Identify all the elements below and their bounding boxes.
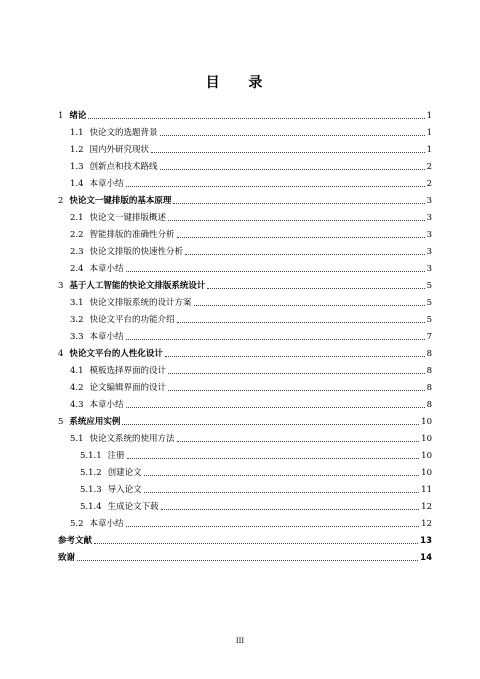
toc-entry-title: 本章小结 [89, 264, 124, 274]
toc-entry-page: 2 [426, 179, 432, 189]
toc-entry[interactable] [58, 308, 432, 325]
dot-leader [168, 372, 425, 374]
toc-entry-page: 12 [421, 519, 432, 529]
dot-leader [173, 202, 424, 204]
toc-entry-number: 4.3 [70, 400, 84, 410]
toc-entry-title: 绪论 [69, 111, 87, 121]
toc-entry[interactable] [58, 495, 432, 512]
toc-entry-page: 5 [426, 281, 432, 291]
toc-entry-number: 2.4 [70, 264, 84, 274]
dot-leader [122, 423, 419, 425]
dot-leader [126, 270, 425, 272]
toc-entry-number: 2.2 [70, 230, 84, 240]
dot-leader [151, 151, 425, 153]
toc-entry[interactable] [58, 274, 432, 291]
toc-entry-number: 5.2 [70, 519, 84, 529]
toc-entry[interactable] [58, 444, 432, 461]
toc-entry-page: 3 [426, 247, 432, 257]
dot-leader [177, 440, 420, 442]
toc-entry-number: 2 [58, 196, 64, 206]
toc-entry-number: 3.2 [70, 315, 84, 325]
toc-entry-title: 快论文一键排版的基本原理 [69, 196, 172, 206]
dot-leader [126, 338, 425, 340]
toc-entry[interactable] [58, 104, 432, 121]
toc-entry-number: 5.1 [70, 434, 84, 444]
toc-entry-number: 5.1.3 [80, 485, 102, 495]
toc-entry-page: 8 [426, 383, 432, 393]
dot-leader [144, 491, 420, 493]
dot-leader [77, 559, 418, 561]
toc-entry-page: 1 [426, 145, 432, 155]
dot-leader [160, 168, 425, 170]
dot-leader [94, 542, 418, 544]
toc-entry-number: 1.3 [70, 162, 84, 172]
toc-entry-title: 注册 [107, 451, 125, 461]
toc-entry-title: 导入论文 [107, 485, 142, 495]
toc-entry-page: 12 [421, 502, 432, 512]
toc-entry-title: 参考文献 [58, 536, 93, 546]
toc-entry[interactable] [58, 172, 432, 189]
dot-leader [185, 253, 425, 255]
dot-leader [165, 355, 425, 357]
toc-entry[interactable] [58, 427, 432, 444]
dot-leader [88, 117, 424, 119]
toc-entry-title: 创建论文 [107, 468, 142, 478]
toc-entry-title: 本章小结 [89, 400, 124, 410]
toc-entry-number: 5.1.4 [80, 502, 102, 512]
dot-leader [194, 304, 425, 306]
toc-entry-number: 5.1.1 [80, 451, 102, 461]
table-of-contents [58, 104, 432, 563]
toc-entry-number: 2.3 [70, 247, 84, 257]
toc-entry[interactable] [58, 223, 432, 240]
toc-entry-page: 10 [421, 434, 432, 444]
dot-leader [168, 389, 425, 391]
toc-entry-page: 5 [426, 315, 432, 325]
dot-leader [126, 525, 420, 527]
toc-entry-page: 5 [426, 298, 432, 308]
toc-entry-number: 3.3 [70, 332, 84, 342]
dot-leader [177, 236, 425, 238]
toc-entry-page: 1 [426, 128, 432, 138]
toc-entry-page: 7 [426, 332, 432, 342]
toc-entry-title: 国内外研究现状 [89, 145, 150, 155]
toc-entry-page: 14 [420, 553, 432, 563]
dot-leader [144, 474, 420, 476]
toc-entry[interactable] [58, 546, 432, 563]
toc-entry-number: 4.1 [70, 366, 84, 376]
toc-entry-number: 1.1 [70, 128, 84, 138]
toc-entry-page: 3 [426, 264, 432, 274]
dot-leader [126, 406, 425, 408]
toc-entry-page: 3 [426, 213, 432, 223]
toc-entry-number: 1 [58, 111, 64, 121]
toc-entry[interactable] [58, 529, 432, 546]
toc-entry-title: 论文编辑界面的设计 [89, 383, 167, 393]
toc-title: 目 录 [205, 75, 275, 91]
toc-entry-title: 基于人工智能的快论文排版系统设计 [69, 281, 206, 291]
toc-entry[interactable] [58, 121, 432, 138]
toc-entry-title: 生成论文下载 [107, 502, 159, 512]
toc-entry-page: 11 [421, 485, 432, 495]
toc-entry-number: 5 [58, 417, 64, 427]
toc-entry[interactable] [58, 240, 432, 257]
toc-entry-title: 本章小结 [89, 332, 124, 342]
toc-entry[interactable] [58, 461, 432, 478]
toc-entry-page: 2 [426, 162, 432, 172]
toc-entry-page: 13 [420, 536, 432, 546]
toc-entry-page: 10 [421, 417, 432, 427]
toc-entry[interactable] [58, 512, 432, 529]
toc-entry-title: 致谢 [58, 553, 76, 563]
toc-entry-title: 模板选择界面的设计 [89, 366, 167, 376]
toc-entry-title: 快论文的选题背景 [89, 128, 158, 138]
toc-entry[interactable] [58, 393, 432, 410]
toc-entry-page: 8 [426, 366, 432, 376]
toc-entry-page: 3 [426, 196, 432, 206]
toc-entry[interactable] [58, 291, 432, 308]
dot-leader [127, 457, 420, 459]
toc-entry-number: 3 [58, 281, 64, 291]
toc-entry-number: 4.2 [70, 383, 84, 393]
toc-entry[interactable] [58, 376, 432, 393]
toc-entry-title: 本章小结 [89, 179, 124, 189]
dot-leader [168, 219, 425, 221]
dot-leader [161, 508, 420, 510]
toc-entry-number: 1.2 [70, 145, 84, 155]
toc-entry-title: 快论文排版的快速性分析 [89, 247, 184, 257]
toc-entry[interactable] [58, 342, 432, 359]
toc-entry[interactable] [58, 325, 432, 342]
toc-entry-title: 快论文平台的人性化设计 [69, 349, 163, 359]
toc-entry-page: 8 [426, 400, 432, 410]
toc-entry-number: 3.1 [70, 298, 84, 308]
toc-entry-page: 8 [426, 349, 432, 359]
toc-entry[interactable] [58, 155, 432, 172]
page-number: III [235, 637, 245, 645]
dot-leader [126, 185, 425, 187]
toc-entry[interactable] [58, 478, 432, 495]
toc-entry[interactable] [58, 189, 432, 206]
toc-entry-page: 10 [421, 451, 432, 461]
toc-entry-title: 快论文平台的功能介绍 [89, 315, 175, 325]
toc-entry-title: 快论文排版系统的设计方案 [89, 298, 192, 308]
toc-entry-number: 1.4 [70, 179, 84, 189]
toc-entry-page: 3 [426, 230, 432, 240]
dot-leader [177, 321, 425, 323]
toc-entry-page: 10 [421, 468, 432, 478]
toc-entry-title: 快论文系统的使用方法 [89, 434, 175, 444]
toc-entry[interactable] [58, 410, 432, 427]
dot-leader [207, 287, 424, 289]
toc-entry-number: 4 [58, 349, 64, 359]
toc-entry-number: 2.1 [70, 213, 84, 223]
toc-entry[interactable] [58, 206, 432, 223]
toc-entry-title: 创新点和技术路线 [89, 162, 158, 172]
toc-entry-title: 智能排版的准确性分析 [89, 230, 175, 240]
toc-entry-title: 本章小结 [89, 519, 124, 529]
toc-entry[interactable] [58, 257, 432, 274]
toc-entry-title: 快论文一键排版概述 [89, 213, 167, 223]
toc-entry-number: 5.1.2 [80, 468, 102, 478]
toc-entry[interactable] [58, 138, 432, 155]
dot-leader [160, 134, 425, 136]
toc-entry-title: 系统应用实例 [69, 417, 121, 427]
toc-entry-page: 1 [426, 111, 432, 121]
toc-entry[interactable] [58, 359, 432, 376]
